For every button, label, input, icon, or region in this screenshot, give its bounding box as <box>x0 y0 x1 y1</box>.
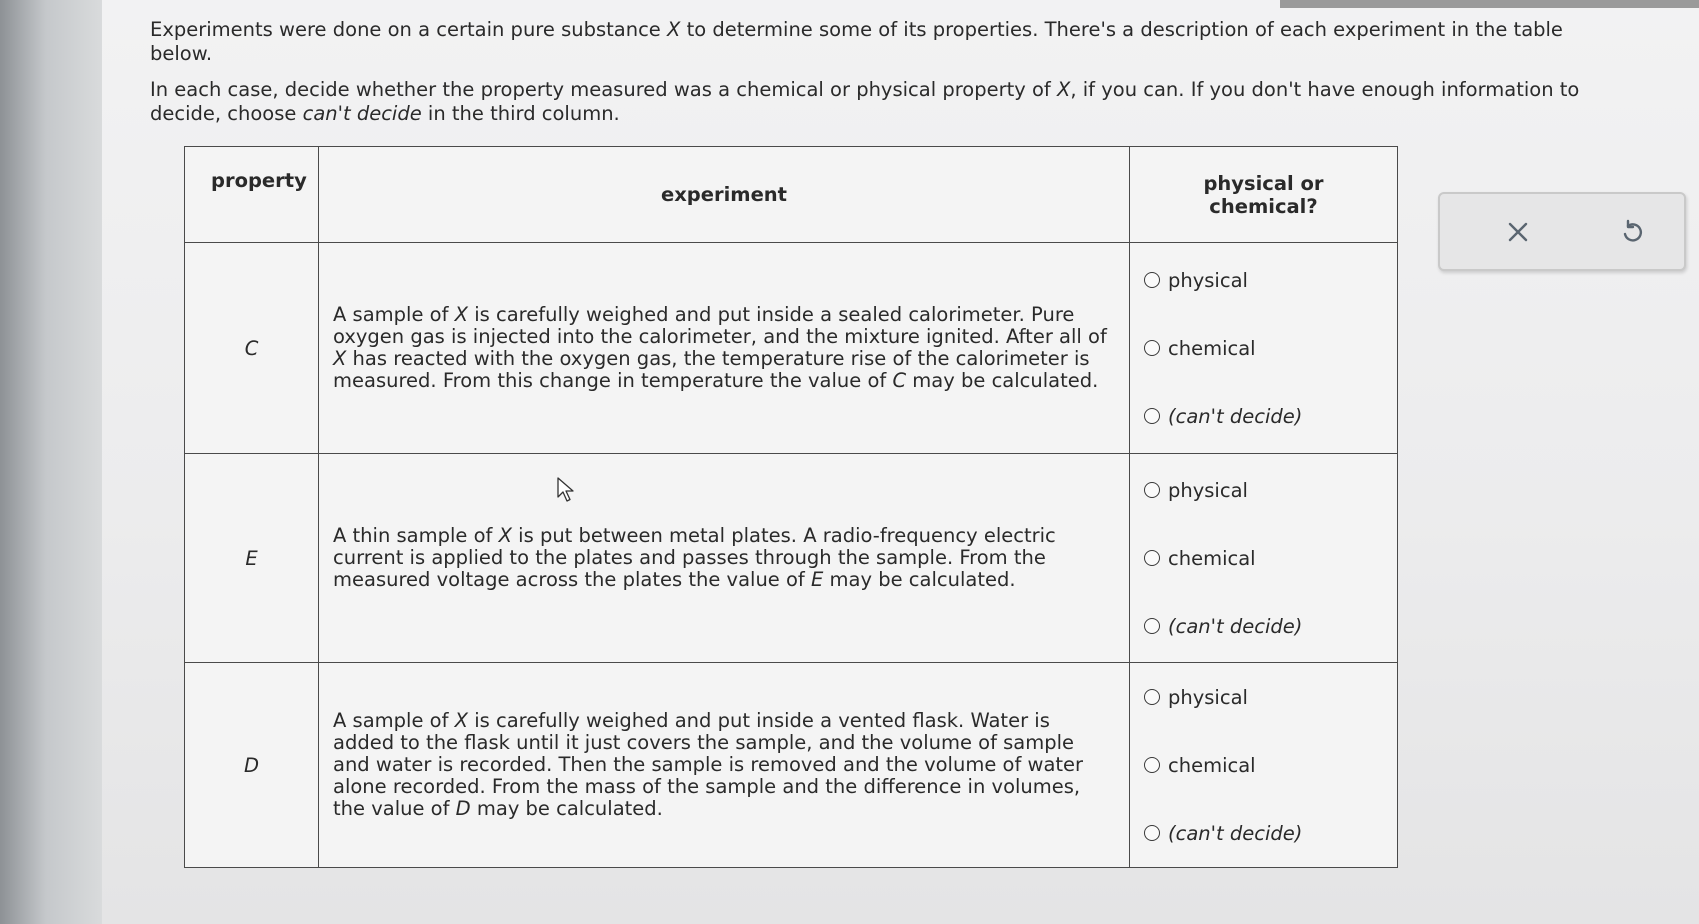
variable-symbol: C <box>892 369 907 392</box>
variable-symbol: E <box>811 568 824 591</box>
undo-button[interactable] <box>1612 212 1652 252</box>
header-property: property <box>185 147 319 243</box>
radio-button[interactable] <box>1144 550 1160 566</box>
experiment-description: A sample of X is carefully weighed and put inside a sealed calorimeter. Pure oxygen gas is injected into the calorimeter, and the mixture ignited. After all of X has reacted with the oxygen gas, the temperature rise of the calorimeter is measured. From this change in temperature the value of C may be calculated. <box>319 243 1130 454</box>
variable-symbol: X <box>498 524 512 547</box>
property-letter: D <box>185 663 319 868</box>
radio-chemical[interactable]: chemical <box>1144 524 1397 592</box>
variable-symbol: D <box>455 797 471 820</box>
radio-button[interactable] <box>1144 272 1160 288</box>
property-letter: C <box>185 243 319 454</box>
radio-button[interactable] <box>1144 482 1160 498</box>
radio-button[interactable] <box>1144 618 1160 634</box>
property-letter: E <box>185 454 319 663</box>
experiment-description: A sample of X is carefully weighed and put inside a vented flask. Water is added to the flask until it just covers the sample, and the volume of sample and water is recorded. Then the sample is removed and the volume of water alone recorded. From the mass of the sample and the difference in volumes, the value of D may be calculated. <box>319 663 1130 868</box>
radio-chemical[interactable]: chemical <box>1144 314 1397 382</box>
choice-group <box>1130 454 1398 663</box>
radio-cant-decide[interactable]: (can't decide) <box>1144 382 1397 450</box>
undo-icon <box>1620 219 1644 245</box>
variable-symbol: X <box>454 303 468 326</box>
radio-cant-decide[interactable]: (can't decide) <box>1144 592 1397 660</box>
radio-cant-decide[interactable]: (can't decide) <box>1144 799 1397 867</box>
monitor-bezel <box>0 0 102 924</box>
answer-toolbar <box>1438 192 1686 271</box>
choice-group <box>1130 663 1398 868</box>
choice-group <box>1130 243 1398 454</box>
experiment-description: A thin sample of X is put between metal plates. A radio-frequency electric current is applied to the plates and passes through the sample. From the measured voltage across the plates the value of E may be calculated. <box>319 454 1130 663</box>
mouse-cursor-icon <box>557 477 575 503</box>
properties-table <box>184 146 1398 868</box>
instruction-line-1: Experiments were done on a certain pure substance X to determine some of its properties. There's a description of each experiment in the table below. <box>150 18 1563 65</box>
radio-button[interactable] <box>1144 757 1160 773</box>
table-row <box>185 663 1398 868</box>
radio-button[interactable] <box>1144 825 1160 841</box>
instruction-line-2: In each case, decide whether the property measured was a chemical or physical property of X, if you can. If you don't have enough information to decide, choose can't decide in the third column. <box>150 78 1580 125</box>
radio-physical[interactable]: physical <box>1144 246 1397 314</box>
radio-physical[interactable]: physical <box>1144 456 1397 524</box>
table-row <box>185 454 1398 663</box>
radio-button[interactable] <box>1144 689 1160 705</box>
header-experiment: experiment <box>319 147 1130 243</box>
header-physical-or-chemical: physical or chemical? <box>1130 147 1398 243</box>
top-border-bar <box>1280 0 1699 8</box>
radio-button[interactable] <box>1144 408 1160 424</box>
radio-physical[interactable]: physical <box>1144 663 1397 731</box>
table-row <box>185 243 1398 454</box>
radio-button[interactable] <box>1144 340 1160 356</box>
variable-symbol: X <box>333 347 347 370</box>
radio-chemical[interactable]: chemical <box>1144 731 1397 799</box>
variable-symbol: X <box>454 709 468 732</box>
instructions <box>150 18 1630 126</box>
close-icon <box>1507 221 1529 243</box>
clear-button[interactable] <box>1498 212 1538 252</box>
